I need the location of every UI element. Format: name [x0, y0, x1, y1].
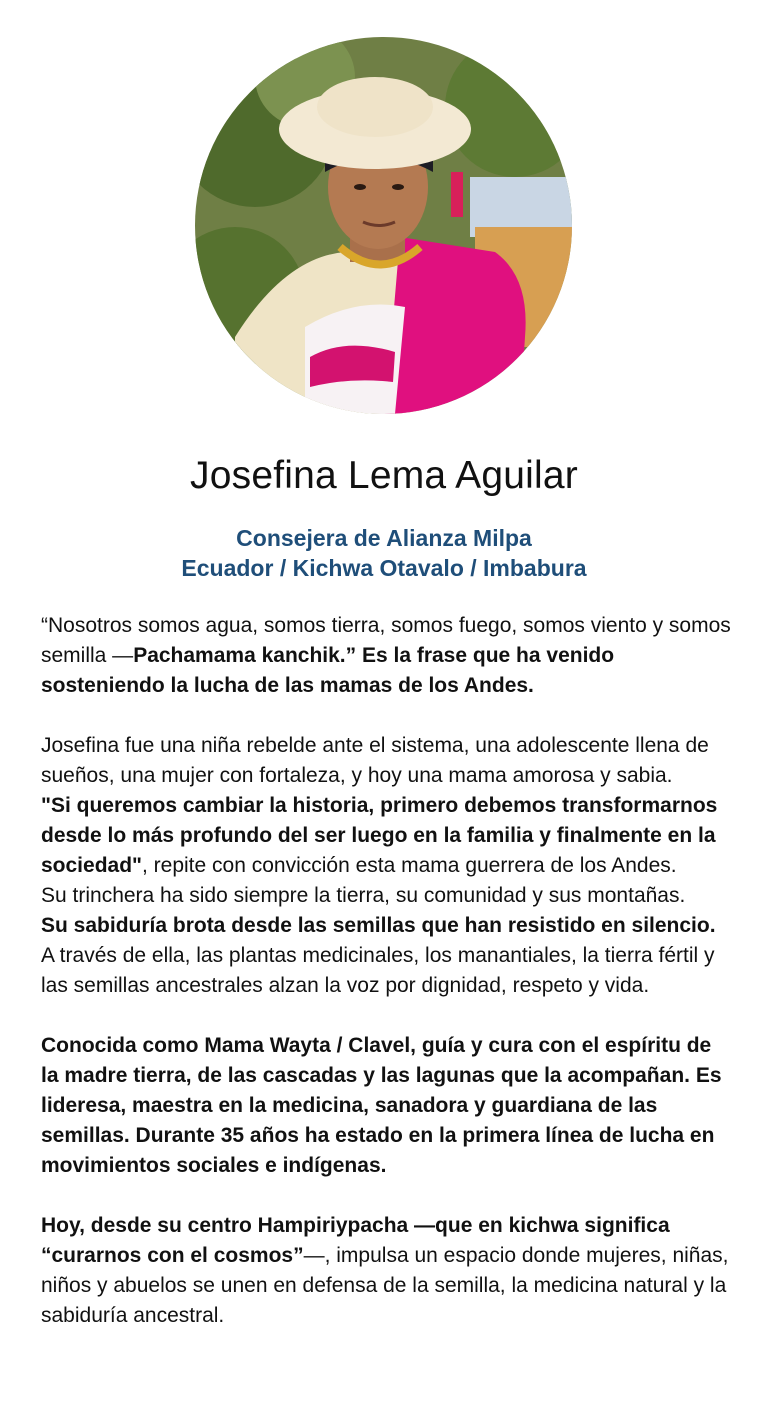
bio-paragraph-5 [41, 1211, 731, 1331]
bio-text: , repite con convicción esta mama guerrera de los Andes. [142, 854, 677, 877]
role-location: Ecuador / Kichwa Otavalo / Imbabura [181, 555, 587, 581]
bio-text: —, impulsa un espacio donde mujeres, niñas, niños y abuelos se unen en defensa de la semilla, la medicina natural y la sabiduría ancestral. [41, 1244, 729, 1327]
bio-quote: "Si queremos cambiar la historia, primero debemos transformarnos desde lo más profundo del ser luego en la familia y finalmente en la sociedad" [41, 794, 718, 877]
biography [41, 611, 731, 1331]
bio-bold-text: Pachamama kanchik.” Es la frase que ha venido sosteniendo la lucha de las mamas de los Andes. [41, 644, 615, 697]
bio-text: Su trinchera ha sido siempre la tierra, su comunidad y sus montañas. [41, 884, 686, 907]
profile-photo [195, 37, 572, 414]
bio-text: Josefina fue una niña rebelde ante el sistema, una adolescente llena de sueños, una mujer con fortaleza, y hoy una mama amorosa y sabia. [41, 734, 709, 787]
profile-name: Josefina Lema Aguilar [190, 454, 578, 497]
bio-text: “Nosotros somos agua, somos tierra, somos fuego, somos viento y somos semilla — [41, 614, 731, 667]
bio-paragraph-2 [41, 731, 731, 881]
bio-paragraph-3 [41, 881, 731, 1001]
bio-paragraph-1 [41, 611, 731, 701]
profile-role [0, 523, 768, 583]
role-title: Consejera de Alianza Milpa [236, 525, 532, 551]
bio-bold-text: Su sabiduría brota desde las semillas que han resistido en silencio. [41, 914, 716, 937]
bio-text: A través de ella, las plantas medicinales, los manantiales, la tierra fértil y las semillas ancestrales alzan la voz por dignidad, respeto y vida. [41, 944, 715, 997]
bio-paragraph-4 [41, 1031, 731, 1181]
bio-bold-text: Conocida como Mama Wayta / Clavel, guía y cura con el espíritu de la madre tierra, de las cascadas y las lagunas que la acompañan. Es lideresa, maestra en la medicina, sanadora y guardiana de las semillas. Durante 35 años ha estado en la primera línea de lucha en movimientos sociales e indígenas. [41, 1034, 722, 1177]
portrait-illustration [195, 37, 572, 414]
bio-bold-text: Hoy, desde su centro Hampiriypacha —que en kichwa significa “curarnos con el cosmos” [41, 1214, 670, 1267]
